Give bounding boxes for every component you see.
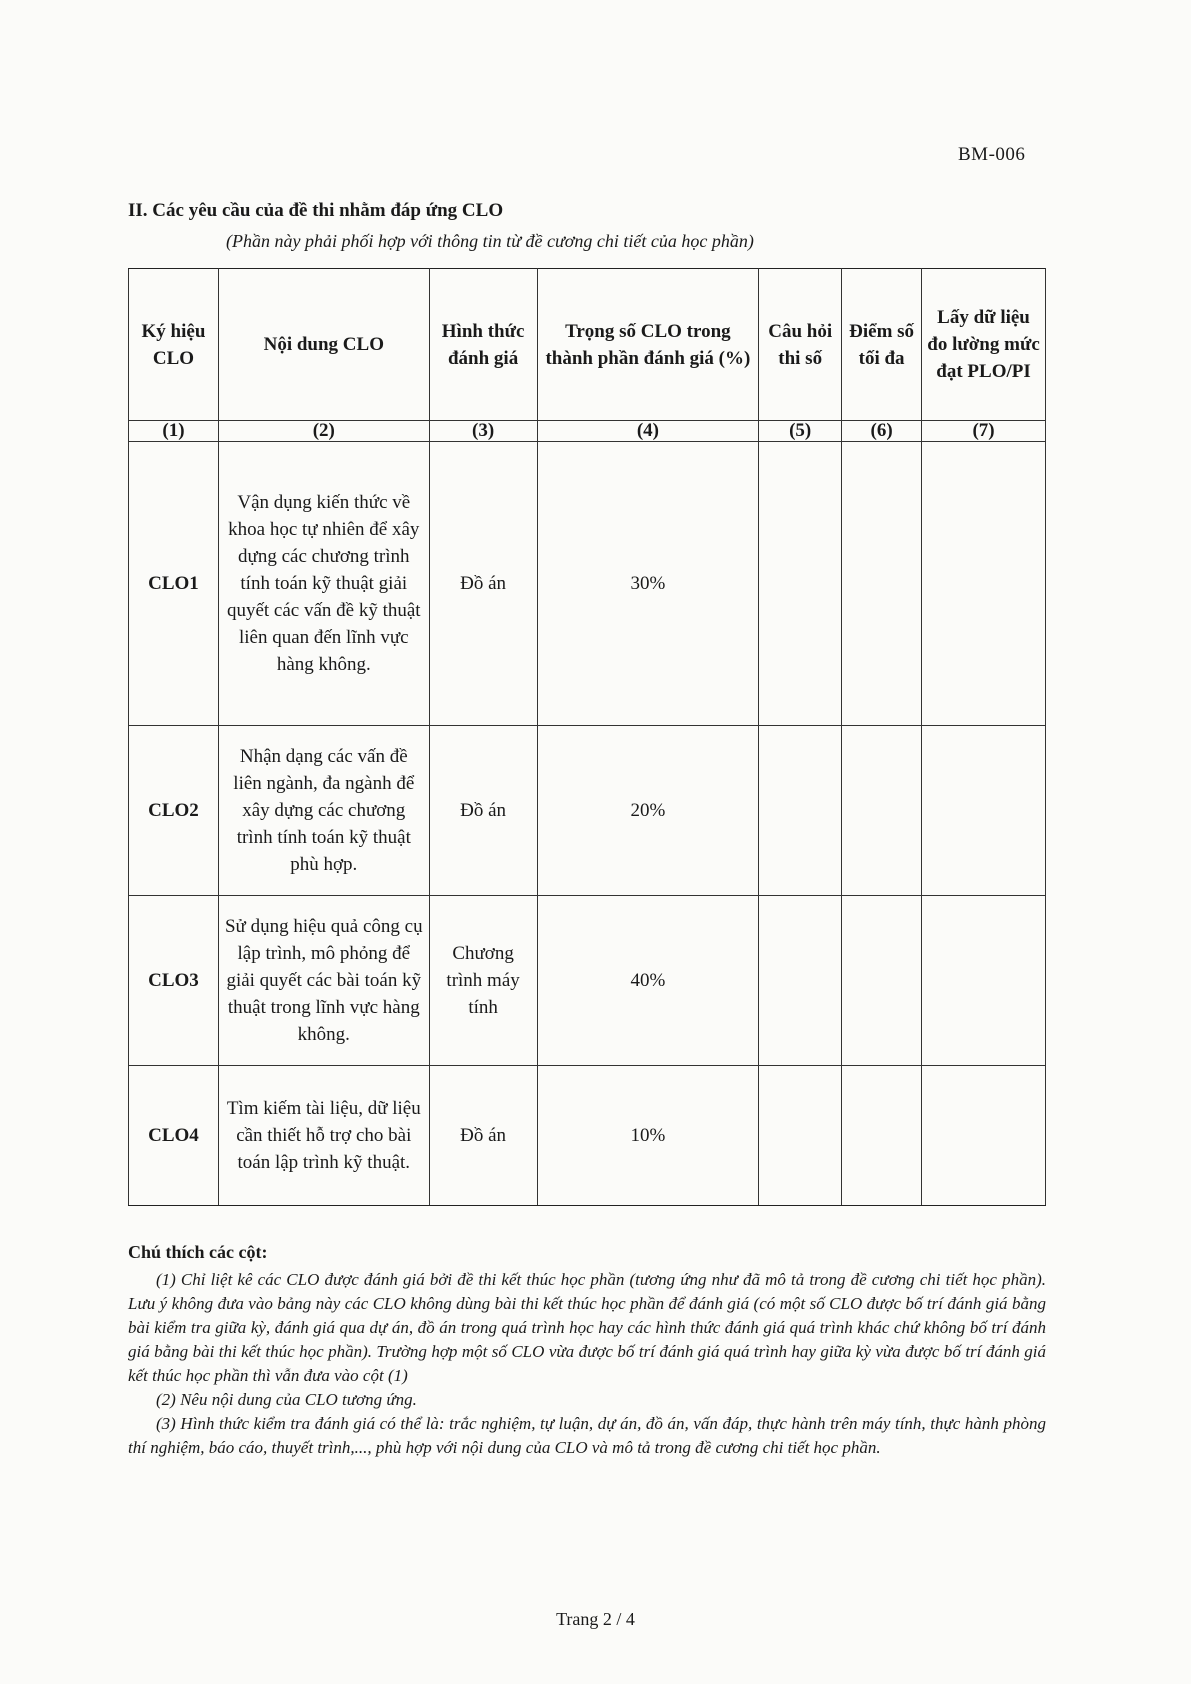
question-number bbox=[759, 442, 842, 726]
column-number: (2) bbox=[218, 421, 429, 442]
header-assessment-method: Hình thức đánh giá bbox=[429, 269, 537, 421]
clo-code: CLO1 bbox=[129, 442, 219, 726]
question-number bbox=[759, 896, 842, 1066]
section-note: (Phần này phải phối hợp với thông tin từ đề cương chi tiết của học phần) bbox=[226, 231, 754, 251]
question-number bbox=[759, 1066, 842, 1206]
legend-item: (3) Hình thức kiểm tra đánh giá có thể là: trắc nghiệm, tự luận, dự án, đồ án, vấn đáp, thực hành trên máy tính, thực hành phòng thí nghiệm, báo cáo, thuyết trình,..., phù hợp với nội dung của CLO và mô tả trong đề cương chi tiết học phần. bbox=[128, 1414, 1046, 1457]
column-number: (7) bbox=[922, 421, 1046, 442]
header-clo-code: Ký hiệu CLO bbox=[129, 269, 219, 421]
clo-weight: 30% bbox=[537, 442, 759, 726]
clo-content: Tìm kiếm tài liệu, dữ liệu cần thiết hỗ trợ cho bài toán lập trình kỹ thuật. bbox=[218, 1066, 429, 1206]
plo-data bbox=[922, 442, 1046, 726]
clo-content: Vận dụng kiến thức về khoa học tự nhiên để xây dựng các chương trình tính toán kỹ thuật giải quyết các vấn đề kỹ thuật liên quan đến lĩnh vực hàng không. bbox=[218, 442, 429, 726]
plo-data bbox=[922, 1066, 1046, 1206]
assessment-method: Đồ án bbox=[429, 1066, 537, 1206]
clo-requirements-table bbox=[128, 268, 1046, 1206]
column-legend bbox=[128, 1240, 1046, 1460]
column-number-row bbox=[129, 421, 1046, 442]
table-row bbox=[129, 726, 1046, 896]
legend-title: Chú thích các cột: bbox=[128, 1242, 268, 1262]
section-title: II. Các yêu cầu của đề thi nhằm đáp ứng CLO bbox=[128, 200, 504, 221]
plo-data bbox=[922, 896, 1046, 1066]
column-number: (3) bbox=[429, 421, 537, 442]
clo-code: CLO4 bbox=[129, 1066, 219, 1206]
form-code: BM-006 bbox=[958, 144, 1026, 165]
header-question-number: Câu hỏi thi số bbox=[759, 269, 842, 421]
table-row bbox=[129, 442, 1046, 726]
legend-item: (1) Chỉ liệt kê các CLO được đánh giá bởi đề thi kết thúc học phần (tương ứng như đã mô tả trong đề cương chi tiết học phần). Lưu ý không đưa vào bảng này các CLO không dùng bài thi kết thúc học phần để đánh giá (có một số CLO được bố trí đánh giá bằng bài kiểm tra giữa kỳ, đánh giá qua dự án, đồ án trong quá trình học hay các hình thức đánh giá quá trình khác chứ không bố trí đánh giá bằng bài thi kết thúc học phần). Trường hợp một số CLO vừa được bố trí đánh giá quá trình hay giữa kỳ vừa được bố trí đánh giá kết thúc học phần thì vẫn đưa vào cột (1) bbox=[128, 1270, 1046, 1385]
legend-item: (2) Nêu nội dung của CLO tương ứng. bbox=[156, 1390, 417, 1409]
clo-content: Sử dụng hiệu quả công cụ lập trình, mô phỏng để giải quyết các bài toán kỹ thuật trong lĩnh vực hàng không. bbox=[218, 896, 429, 1066]
header-max-score: Điểm số tối đa bbox=[842, 269, 922, 421]
assessment-method: Đồ án bbox=[429, 726, 537, 896]
table-row bbox=[129, 896, 1046, 1066]
assessment-method: Chương trình máy tính bbox=[429, 896, 537, 1066]
max-score bbox=[842, 726, 922, 896]
column-number: (4) bbox=[537, 421, 759, 442]
clo-content: Nhận dạng các vấn đề liên ngành, đa ngành để xây dựng các chương trình tính toán kỹ thuật phù hợp. bbox=[218, 726, 429, 896]
column-number: (5) bbox=[759, 421, 842, 442]
column-number: (1) bbox=[129, 421, 219, 442]
plo-data bbox=[922, 726, 1046, 896]
header-row bbox=[129, 269, 1046, 421]
table-row bbox=[129, 1066, 1046, 1206]
header-clo-weight: Trọng số CLO trong thành phần đánh giá (%) bbox=[537, 269, 759, 421]
assessment-method: Đồ án bbox=[429, 442, 537, 726]
clo-weight: 40% bbox=[537, 896, 759, 1066]
max-score bbox=[842, 442, 922, 726]
max-score bbox=[842, 1066, 922, 1206]
page-number: Trang 2 / 4 bbox=[556, 1609, 635, 1629]
header-clo-content: Nội dung CLO bbox=[218, 269, 429, 421]
header-plo-data: Lấy dữ liệu đo lường mức đạt PLO/PI bbox=[922, 269, 1046, 421]
max-score bbox=[842, 896, 922, 1066]
question-number bbox=[759, 726, 842, 896]
clo-code: CLO2 bbox=[129, 726, 219, 896]
clo-weight: 20% bbox=[537, 726, 759, 896]
column-number: (6) bbox=[842, 421, 922, 442]
clo-code: CLO3 bbox=[129, 896, 219, 1066]
clo-weight: 10% bbox=[537, 1066, 759, 1206]
